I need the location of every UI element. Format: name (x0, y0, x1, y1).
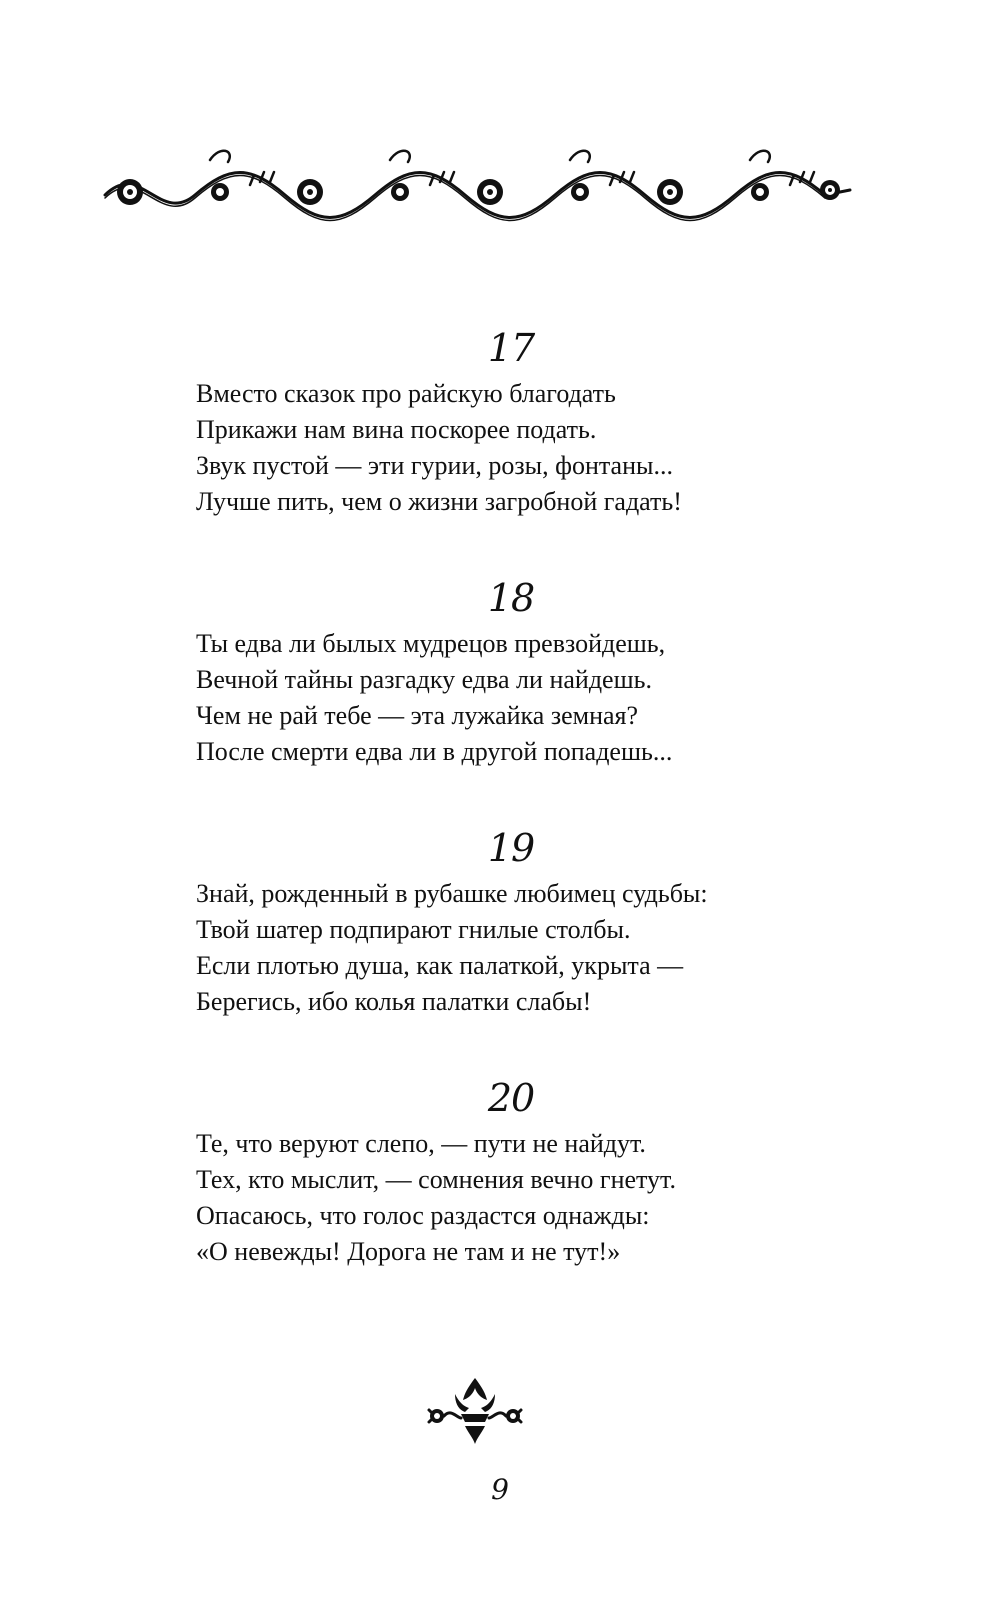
verse-line: Ты едва ли былых мудрецов превзойдешь, (196, 629, 666, 658)
verse-line: Лучше пить, чем о жизни загробной гадать! (196, 487, 682, 516)
verse-19 (196, 820, 836, 1020)
vine-border-ornament (100, 140, 860, 230)
verse-line: Те, что веруют слепо, — пути не найдут. (196, 1129, 646, 1158)
verse-line: Твой шатер подпирают гнилые столбы. (196, 915, 631, 944)
verse-line: Тех, кто мыслит, — сомнения вечно гнетут. (196, 1165, 676, 1194)
verse-number: 20 (487, 1076, 535, 1120)
verse-line: Прикажи нам вина поскорее подать. (196, 415, 597, 444)
verse-line: Вечной тайны разгадку едва ли найдешь. (196, 665, 652, 694)
verse-line: После смерти едва ли в другой попадешь... (196, 737, 673, 766)
verse-line: Звук пустой — эти гурии, розы, фонтаны... (196, 451, 673, 480)
verse-line: Вместо сказок про райскую благодать (196, 379, 616, 408)
verses-section (196, 320, 836, 1270)
verse-line: «О невежды! Дорога не там и не тут!» (196, 1237, 621, 1266)
verse-line: Если плотью душа, как палаткой, укрыта — (196, 951, 684, 980)
verse-20 (196, 1070, 836, 1270)
verse-line: Знай, рожденный в рубашке любимец судьбы: (196, 879, 708, 908)
fleuron-ornament-icon (425, 1374, 525, 1446)
verse-number: 19 (487, 826, 535, 870)
verse-17 (196, 320, 836, 520)
verse-line: Опасаюсь, что голос раздастся однажды: (196, 1201, 650, 1230)
verse-line: Чем не рай тебе — эта лужайка земная? (196, 701, 639, 730)
verse-number: 18 (487, 576, 535, 620)
verse-line: Берегись, ибо колья палатки слабы! (196, 987, 592, 1016)
verse-18 (196, 570, 836, 770)
page-number: 9 (491, 1473, 509, 1506)
verse-number: 17 (487, 326, 535, 370)
